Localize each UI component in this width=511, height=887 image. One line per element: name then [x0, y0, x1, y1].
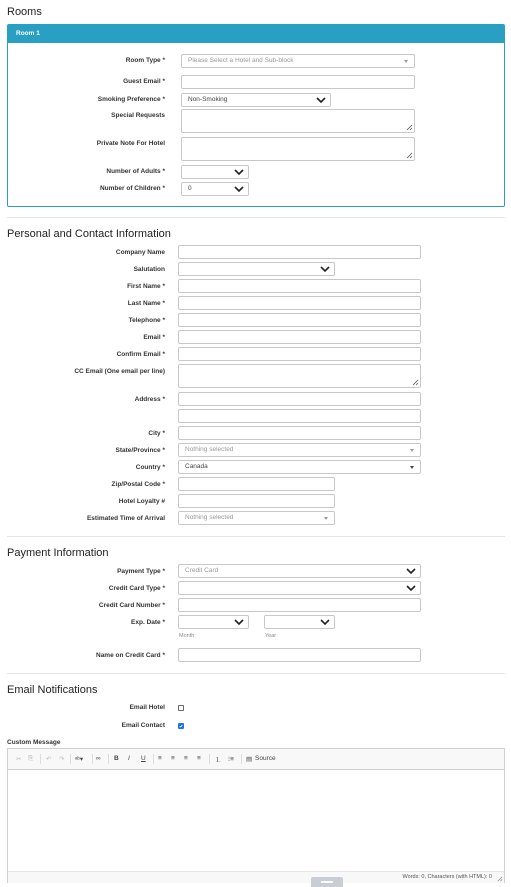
- chevron-down-icon: [320, 618, 330, 626]
- exp-month-select[interactable]: [178, 615, 249, 629]
- numbered-list-icon[interactable]: ⒈: [215, 757, 222, 764]
- company-label: Company Name: [115, 249, 165, 256]
- email-contact-checkbox[interactable]: [178, 723, 184, 729]
- private-note-textarea[interactable]: [181, 137, 415, 161]
- chevron-down-icon: [406, 584, 416, 592]
- bulleted-list-icon[interactable]: ⁝≡: [228, 756, 234, 763]
- chevron-down-icon: [234, 185, 244, 193]
- adults-select[interactable]: [181, 165, 249, 179]
- country-select[interactable]: [178, 460, 421, 474]
- country-label: Country *: [135, 464, 165, 471]
- special-requests-textarea[interactable]: [181, 109, 415, 133]
- first-name-label: First Name *: [127, 283, 165, 290]
- chevron-down-icon: [406, 567, 416, 575]
- message-editor: [7, 748, 505, 883]
- email-hotel-checkbox[interactable]: [178, 705, 184, 711]
- guest-email-label: Guest Email *: [123, 78, 165, 85]
- payment-title: Payment Information: [7, 547, 109, 559]
- italic-icon[interactable]: I: [128, 755, 130, 762]
- resize-grip-icon: [406, 124, 413, 131]
- zip-input[interactable]: [178, 477, 335, 491]
- smoking-label: Smoking Preference *: [97, 96, 165, 103]
- card-type-select[interactable]: [178, 581, 421, 595]
- button-icon: [321, 881, 333, 883]
- divider: [7, 217, 505, 218]
- card-type-label: Credit Card Type *: [108, 585, 165, 592]
- editor-status-bar: [8, 871, 504, 883]
- name-on-card-input[interactable]: [178, 648, 421, 662]
- first-name-input[interactable]: [178, 279, 421, 293]
- private-note-label: Private Note For Hotel: [96, 140, 165, 147]
- year-hint: Year: [265, 633, 277, 639]
- last-name-input[interactable]: [178, 296, 421, 310]
- resize-grip-icon: [412, 379, 419, 386]
- smoking-select[interactable]: [181, 93, 331, 107]
- underline-icon[interactable]: U: [141, 755, 146, 762]
- country-value: Canada: [185, 463, 208, 470]
- email-label: Email *: [143, 334, 165, 341]
- undo-icon[interactable]: ↶: [46, 756, 52, 763]
- personal-title: Personal and Contact Information: [7, 228, 171, 240]
- state-label: State/Province *: [115, 447, 165, 454]
- editor-word-count: Words: 0, Characters (with HTML): 0: [402, 874, 492, 880]
- payment-type-value: Credit Card: [185, 567, 219, 574]
- align-right-icon[interactable]: ≡: [184, 755, 188, 762]
- address-line2-input[interactable]: [178, 409, 421, 423]
- exp-year-select[interactable]: [264, 615, 335, 629]
- month-hint: Month: [179, 633, 195, 639]
- email-contact-label: Email Contact: [121, 722, 165, 729]
- align-left-icon[interactable]: ≡: [158, 755, 162, 762]
- city-input[interactable]: [178, 426, 421, 440]
- telephone-input[interactable]: [178, 313, 421, 327]
- state-select[interactable]: [178, 443, 421, 457]
- caret-down-icon: [404, 60, 408, 63]
- custom-message-label: Custom Message: [7, 739, 61, 746]
- align-center-icon[interactable]: ≡: [171, 755, 175, 762]
- link-icon[interactable]: ∞: [96, 755, 101, 762]
- bold-icon[interactable]: B: [114, 755, 119, 762]
- confirm-email-label: Confirm Email *: [116, 351, 165, 358]
- salutation-select[interactable]: [178, 262, 335, 276]
- align-justify-icon[interactable]: ≡: [197, 755, 201, 762]
- room-panel-header: [8, 25, 504, 43]
- source-icon[interactable]: ▤: [246, 756, 253, 763]
- editor-toolbar: [8, 749, 504, 770]
- payment-type-select[interactable]: [178, 564, 421, 578]
- rooms-title: Rooms: [7, 6, 42, 18]
- redo-icon[interactable]: ↷: [59, 756, 65, 763]
- toolbar-separator: [40, 754, 41, 764]
- eta-label: Estimated Time of Arrival: [86, 515, 165, 522]
- address-label: Address *: [134, 396, 165, 403]
- card-number-label: Credit Card Number *: [98, 602, 165, 609]
- chevron-down-icon: [234, 618, 244, 626]
- submit-button[interactable]: [311, 877, 343, 887]
- card-number-input[interactable]: [178, 598, 421, 612]
- zip-label: Zip/Postal Code *: [111, 481, 165, 488]
- cc-email-label: CC Email (One email per line): [74, 368, 165, 375]
- loyalty-input[interactable]: [178, 494, 335, 508]
- last-name-label: Last Name *: [127, 300, 165, 307]
- salutation-label: Salutation: [133, 266, 165, 273]
- resize-grip-icon[interactable]: [497, 876, 503, 882]
- children-value: 0: [188, 185, 192, 192]
- exp-date-label: Exp. Date *: [131, 619, 165, 626]
- email-input[interactable]: [178, 330, 421, 344]
- resize-grip-icon: [406, 152, 413, 159]
- eta-select[interactable]: [178, 511, 335, 525]
- toolbar-separator: [70, 754, 71, 764]
- toolbar-separator: [209, 754, 210, 764]
- cc-email-textarea[interactable]: [178, 364, 421, 388]
- chevron-down-icon: [234, 168, 244, 176]
- company-input[interactable]: [178, 245, 421, 259]
- loyalty-label: Hotel Loyalty #: [118, 498, 165, 505]
- room-type-select[interactable]: [181, 54, 415, 68]
- divider: [7, 673, 505, 674]
- toolbar-separator: [241, 754, 242, 764]
- name-on-card-label: Name on Credit Card *: [96, 652, 165, 659]
- caret-down-icon: [410, 449, 414, 452]
- source-button[interactable]: Source: [255, 755, 276, 762]
- editor-content-area[interactable]: [8, 770, 504, 871]
- chevron-down-icon: [316, 96, 326, 104]
- eta-placeholder: Nothing selected: [185, 514, 234, 521]
- copy-icon[interactable]: ⎘: [28, 755, 34, 762]
- room-panel-title: Room 1: [16, 30, 40, 37]
- address-line1-input[interactable]: [178, 392, 421, 406]
- city-label: City *: [148, 430, 165, 437]
- toolbar-separator: [108, 754, 109, 764]
- divider: [7, 536, 505, 537]
- confirm-email-input[interactable]: [178, 347, 421, 361]
- caret-down-icon: [410, 466, 414, 469]
- caret-down-icon: [324, 517, 328, 520]
- payment-type-label: Payment Type *: [117, 568, 165, 575]
- children-select[interactable]: [181, 182, 249, 196]
- cut-icon[interactable]: ✂: [16, 756, 22, 763]
- telephone-label: Telephone *: [128, 317, 165, 324]
- smoking-value: Non-Smoking: [188, 96, 228, 103]
- chevron-down-icon: [320, 265, 330, 273]
- spellcheck-icon[interactable]: ᵃᵇ▾: [75, 756, 84, 763]
- notifications-title: Email Notifications: [7, 684, 98, 696]
- room-type-label: Room Type *: [125, 57, 165, 64]
- email-hotel-label: Email Hotel: [129, 704, 165, 711]
- check-icon: [179, 724, 183, 728]
- special-requests-label: Special Requests: [111, 112, 165, 119]
- guest-email-input[interactable]: [181, 75, 415, 89]
- room-type-placeholder: Please Select a Hotel and Sub-block: [188, 57, 294, 64]
- toolbar-separator: [92, 754, 93, 764]
- adults-label: Number of Adults *: [106, 168, 165, 175]
- state-placeholder: Nothing selected: [185, 446, 234, 453]
- toolbar-separator: [153, 754, 154, 764]
- children-label: Number of Children *: [99, 185, 165, 192]
